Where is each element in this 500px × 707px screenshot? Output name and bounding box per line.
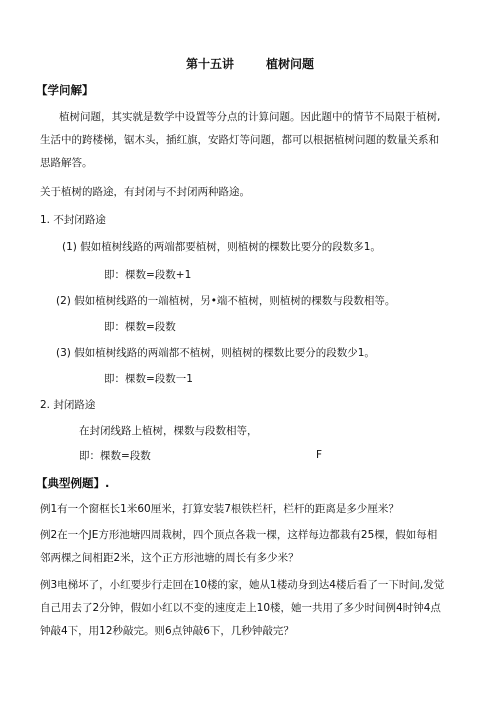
formula-4: 即：棵数=段数 [79,450,151,462]
section-heading-knowledge: 【学问解】 [36,83,94,97]
title-lecture-number: 第十五讲 [185,57,234,71]
intro-line-1: 植树问题，其实就是数学中设置等分点的计算问题。因此题中的情节不局限于植树, [59,111,441,123]
page-title [0,55,500,72]
section-heading-examples: 【典型例题】. [36,476,110,490]
example-2-line-1: 例2在一个JE方形池塘四周栽树，四个顶点各栽一棵，这样每边都栽有25棵，假如每相 [40,529,438,541]
intro-line-3: 思路解答。 [40,157,93,169]
title-topic: 植树问题 [266,57,315,71]
example-1: 例1有一个窗框长1米60厘米，打算安装7根铁栏杆，栏杆的距离是多少厘米？ [40,503,399,515]
closed-road-text: 在封闭线路上植树，棵数与段数相等， [79,425,258,437]
stray-letter-f: F [316,449,323,461]
case-1-text: (1) 假如植树线路的两端都要植树，则植树的棵数比要分的段数多1。 [62,241,381,253]
example-2-line-2: 邻两棵之间相距2米，这个正方形池塘的周长有多少米？ [40,552,299,564]
heading-open-road: 1. 不封闭路途 [40,214,106,226]
intro-line-2: 生活中的跨楼梯，锯木头，插红旗，安路灯等问题，都可以根据植树问题的数量关系和 [40,134,439,146]
case-2-text: (2) 假如植树线路的一端植树，另•端不植树，则植树的棵数与段数相等。 [56,295,396,307]
formula-1: 即：棵数=段数+1 [104,269,192,281]
example-3-line-3: 钟敲4下，用12秒敲完。则6点钟敲6下，几秒钟敲完？ [40,625,294,637]
example-3-line-1: 例3电梯坏了，小红要步行走回在10楼的家，她从1楼动身到达4楼后看了一下时间,发觉 [40,579,445,591]
formula-2: 即：棵数=段数 [104,321,176,333]
formula-3: 即：棵数=段数一1 [104,373,193,385]
heading-closed-road: 2. 封闭路途 [40,399,96,411]
case-3-text: (3) 假如植树线路的两端都不植树，则植树的棵数比要分的段数少1。 [56,347,375,359]
example-3-line-2: 自己用去了2分钟，假如小红以不变的速度走上10楼，她一共用了多少时间例4时钟4点 [40,602,441,614]
road-types-text: 关于植树的路途，有封闭与不封闭两种路途。 [40,186,250,198]
